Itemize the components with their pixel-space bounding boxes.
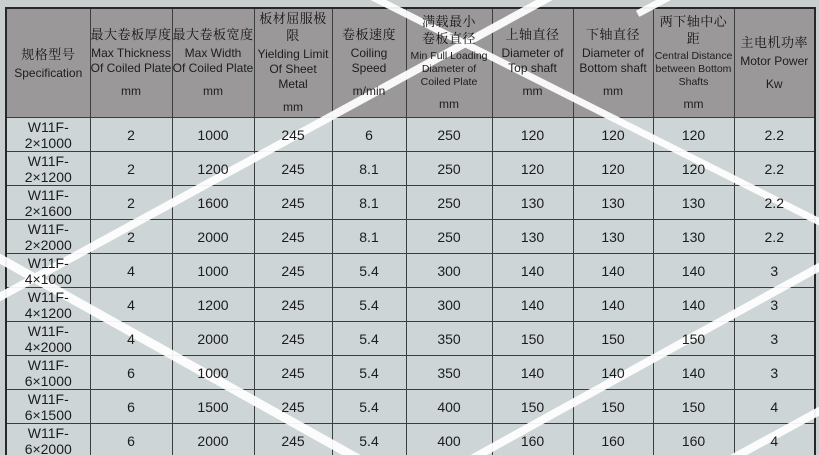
table-cell: 245 bbox=[254, 254, 332, 288]
table-cell: 245 bbox=[254, 356, 332, 390]
table-cell: 300 bbox=[406, 288, 492, 322]
table-row bbox=[6, 118, 815, 152]
table-cell: 160 bbox=[573, 424, 653, 455]
table-cell: 4 bbox=[90, 288, 172, 322]
table-cell: 350 bbox=[406, 322, 492, 356]
column-header: 满载最小 卷板直径 Min Full Loading Diameter of Coiled Plate mm bbox=[406, 8, 492, 118]
table-cell: 2 bbox=[90, 220, 172, 254]
table-cell: 2000 bbox=[172, 424, 254, 455]
table-row bbox=[6, 288, 815, 322]
column-header: 两下轴中心距 Central Distance between Bottom Shafts mm bbox=[653, 8, 734, 118]
spec-model-cell: W11F-2×1000 bbox=[6, 118, 90, 152]
column-header: 上轴直径 Diameter of Top shaft mm bbox=[492, 8, 573, 118]
spec-model-cell: W11F-6×1500 bbox=[6, 390, 90, 424]
table-cell: 140 bbox=[653, 356, 734, 390]
table-cell: 245 bbox=[254, 152, 332, 186]
table-cell: 2.2 bbox=[734, 152, 815, 186]
column-header: 下轴直径 Diameter of Bottom shaft mm bbox=[573, 8, 653, 118]
table-cell: 120 bbox=[653, 152, 734, 186]
table-cell: 5.4 bbox=[332, 356, 406, 390]
table-cell: 130 bbox=[573, 220, 653, 254]
column-header: 主电机功率 Motor Power Kw bbox=[734, 8, 815, 118]
table-cell: 2 bbox=[90, 118, 172, 152]
table-cell: 2 bbox=[90, 152, 172, 186]
spec-model-cell: W11F-2×1200 bbox=[6, 152, 90, 186]
column-header: 规格型号 Specification bbox=[6, 8, 90, 118]
table-cell: 5.4 bbox=[332, 322, 406, 356]
table-cell: 120 bbox=[492, 118, 573, 152]
table-cell: 6 bbox=[90, 356, 172, 390]
table-cell: 8.1 bbox=[332, 220, 406, 254]
table-cell: 3 bbox=[734, 322, 815, 356]
table-cell: 350 bbox=[406, 356, 492, 390]
table-cell: 2.2 bbox=[734, 220, 815, 254]
table-cell: 140 bbox=[492, 288, 573, 322]
table-cell: 160 bbox=[653, 424, 734, 455]
table-cell: 4 bbox=[90, 322, 172, 356]
table-cell: 140 bbox=[573, 288, 653, 322]
spec-model-cell: W11F-6×1000 bbox=[6, 356, 90, 390]
table-cell: 250 bbox=[406, 220, 492, 254]
table-cell: 1000 bbox=[172, 118, 254, 152]
table-cell: 160 bbox=[492, 424, 573, 455]
table-cell: 120 bbox=[573, 118, 653, 152]
table-cell: 400 bbox=[406, 424, 492, 455]
table-cell: 5.4 bbox=[332, 424, 406, 455]
table-cell: 130 bbox=[653, 186, 734, 220]
spec-model-cell: W11F-4×2000 bbox=[6, 322, 90, 356]
table-row bbox=[6, 390, 815, 424]
table-cell: 140 bbox=[492, 254, 573, 288]
table-cell: 2000 bbox=[172, 220, 254, 254]
table-cell: 2 bbox=[90, 186, 172, 220]
table-cell: 120 bbox=[492, 152, 573, 186]
table-cell: 1000 bbox=[172, 356, 254, 390]
table-cell: 245 bbox=[254, 424, 332, 455]
table-cell: 6 bbox=[332, 118, 406, 152]
table-cell: 4 bbox=[734, 424, 815, 455]
table-row bbox=[6, 186, 815, 220]
table-cell: 120 bbox=[573, 152, 653, 186]
table-cell: 4 bbox=[734, 390, 815, 424]
table-row bbox=[6, 424, 815, 455]
table-cell: 1500 bbox=[172, 390, 254, 424]
table-cell: 150 bbox=[573, 390, 653, 424]
table-cell: 8.1 bbox=[332, 186, 406, 220]
table-cell: 1600 bbox=[172, 186, 254, 220]
table-cell: 130 bbox=[653, 220, 734, 254]
table-cell: 5.4 bbox=[332, 390, 406, 424]
column-header: 最大卷板宽度 Max Width Of Coiled Plate mm bbox=[172, 8, 254, 118]
table-cell: 5.4 bbox=[332, 254, 406, 288]
table-cell: 140 bbox=[653, 254, 734, 288]
table-cell: 3 bbox=[734, 288, 815, 322]
table-cell: 150 bbox=[653, 322, 734, 356]
table-row bbox=[6, 254, 815, 288]
table-cell: 245 bbox=[254, 220, 332, 254]
table-cell: 6 bbox=[90, 424, 172, 455]
table-row bbox=[6, 356, 815, 390]
table-cell: 5.4 bbox=[332, 288, 406, 322]
table-cell: 2000 bbox=[172, 322, 254, 356]
spec-model-cell: W11F-2×2000 bbox=[6, 220, 90, 254]
column-header: 最大卷板厚度 Max Thickness Of Coiled Plate mm bbox=[90, 8, 172, 118]
table-cell: 150 bbox=[492, 322, 573, 356]
table-cell: 245 bbox=[254, 322, 332, 356]
table-cell: 140 bbox=[573, 356, 653, 390]
table-cell: 250 bbox=[406, 118, 492, 152]
table-cell: 2.2 bbox=[734, 186, 815, 220]
table-cell: 3 bbox=[734, 254, 815, 288]
table-cell: 140 bbox=[653, 288, 734, 322]
column-header: 板材屈服极限 Yielding Limit Of Sheet Metal mm bbox=[254, 8, 332, 118]
table-cell: 245 bbox=[254, 390, 332, 424]
table-cell: 130 bbox=[492, 220, 573, 254]
table-cell: 150 bbox=[573, 322, 653, 356]
spec-model-cell: W11F-4×1200 bbox=[6, 288, 90, 322]
table-cell: 400 bbox=[406, 390, 492, 424]
table-cell: 1200 bbox=[172, 288, 254, 322]
column-header: 卷板速度 Coiling Speed m/min bbox=[332, 8, 406, 118]
table-cell: 130 bbox=[573, 186, 653, 220]
table-cell: 6 bbox=[90, 390, 172, 424]
table-cell: 140 bbox=[573, 254, 653, 288]
table-cell: 120 bbox=[653, 118, 734, 152]
table-cell: 3 bbox=[734, 356, 815, 390]
spec-model-cell: W11F-2×1600 bbox=[6, 186, 90, 220]
spec-table bbox=[5, 7, 816, 455]
header-row bbox=[6, 8, 815, 118]
table-cell: 130 bbox=[492, 186, 573, 220]
table-cell: 250 bbox=[406, 152, 492, 186]
table-cell: 1000 bbox=[172, 254, 254, 288]
table-cell: 245 bbox=[254, 186, 332, 220]
table-cell: 250 bbox=[406, 186, 492, 220]
spec-model-cell: W11F-6×2000 bbox=[6, 424, 90, 455]
table-cell: 150 bbox=[492, 390, 573, 424]
table-cell: 245 bbox=[254, 288, 332, 322]
table-cell: 140 bbox=[492, 356, 573, 390]
table-cell: 4 bbox=[90, 254, 172, 288]
table-cell: 300 bbox=[406, 254, 492, 288]
table-cell: 8.1 bbox=[332, 152, 406, 186]
table-cell: 2.2 bbox=[734, 118, 815, 152]
table-cell: 1200 bbox=[172, 152, 254, 186]
table-cell: 150 bbox=[653, 390, 734, 424]
table-cell: 245 bbox=[254, 118, 332, 152]
spec-model-cell: W11F-4×1000 bbox=[6, 254, 90, 288]
